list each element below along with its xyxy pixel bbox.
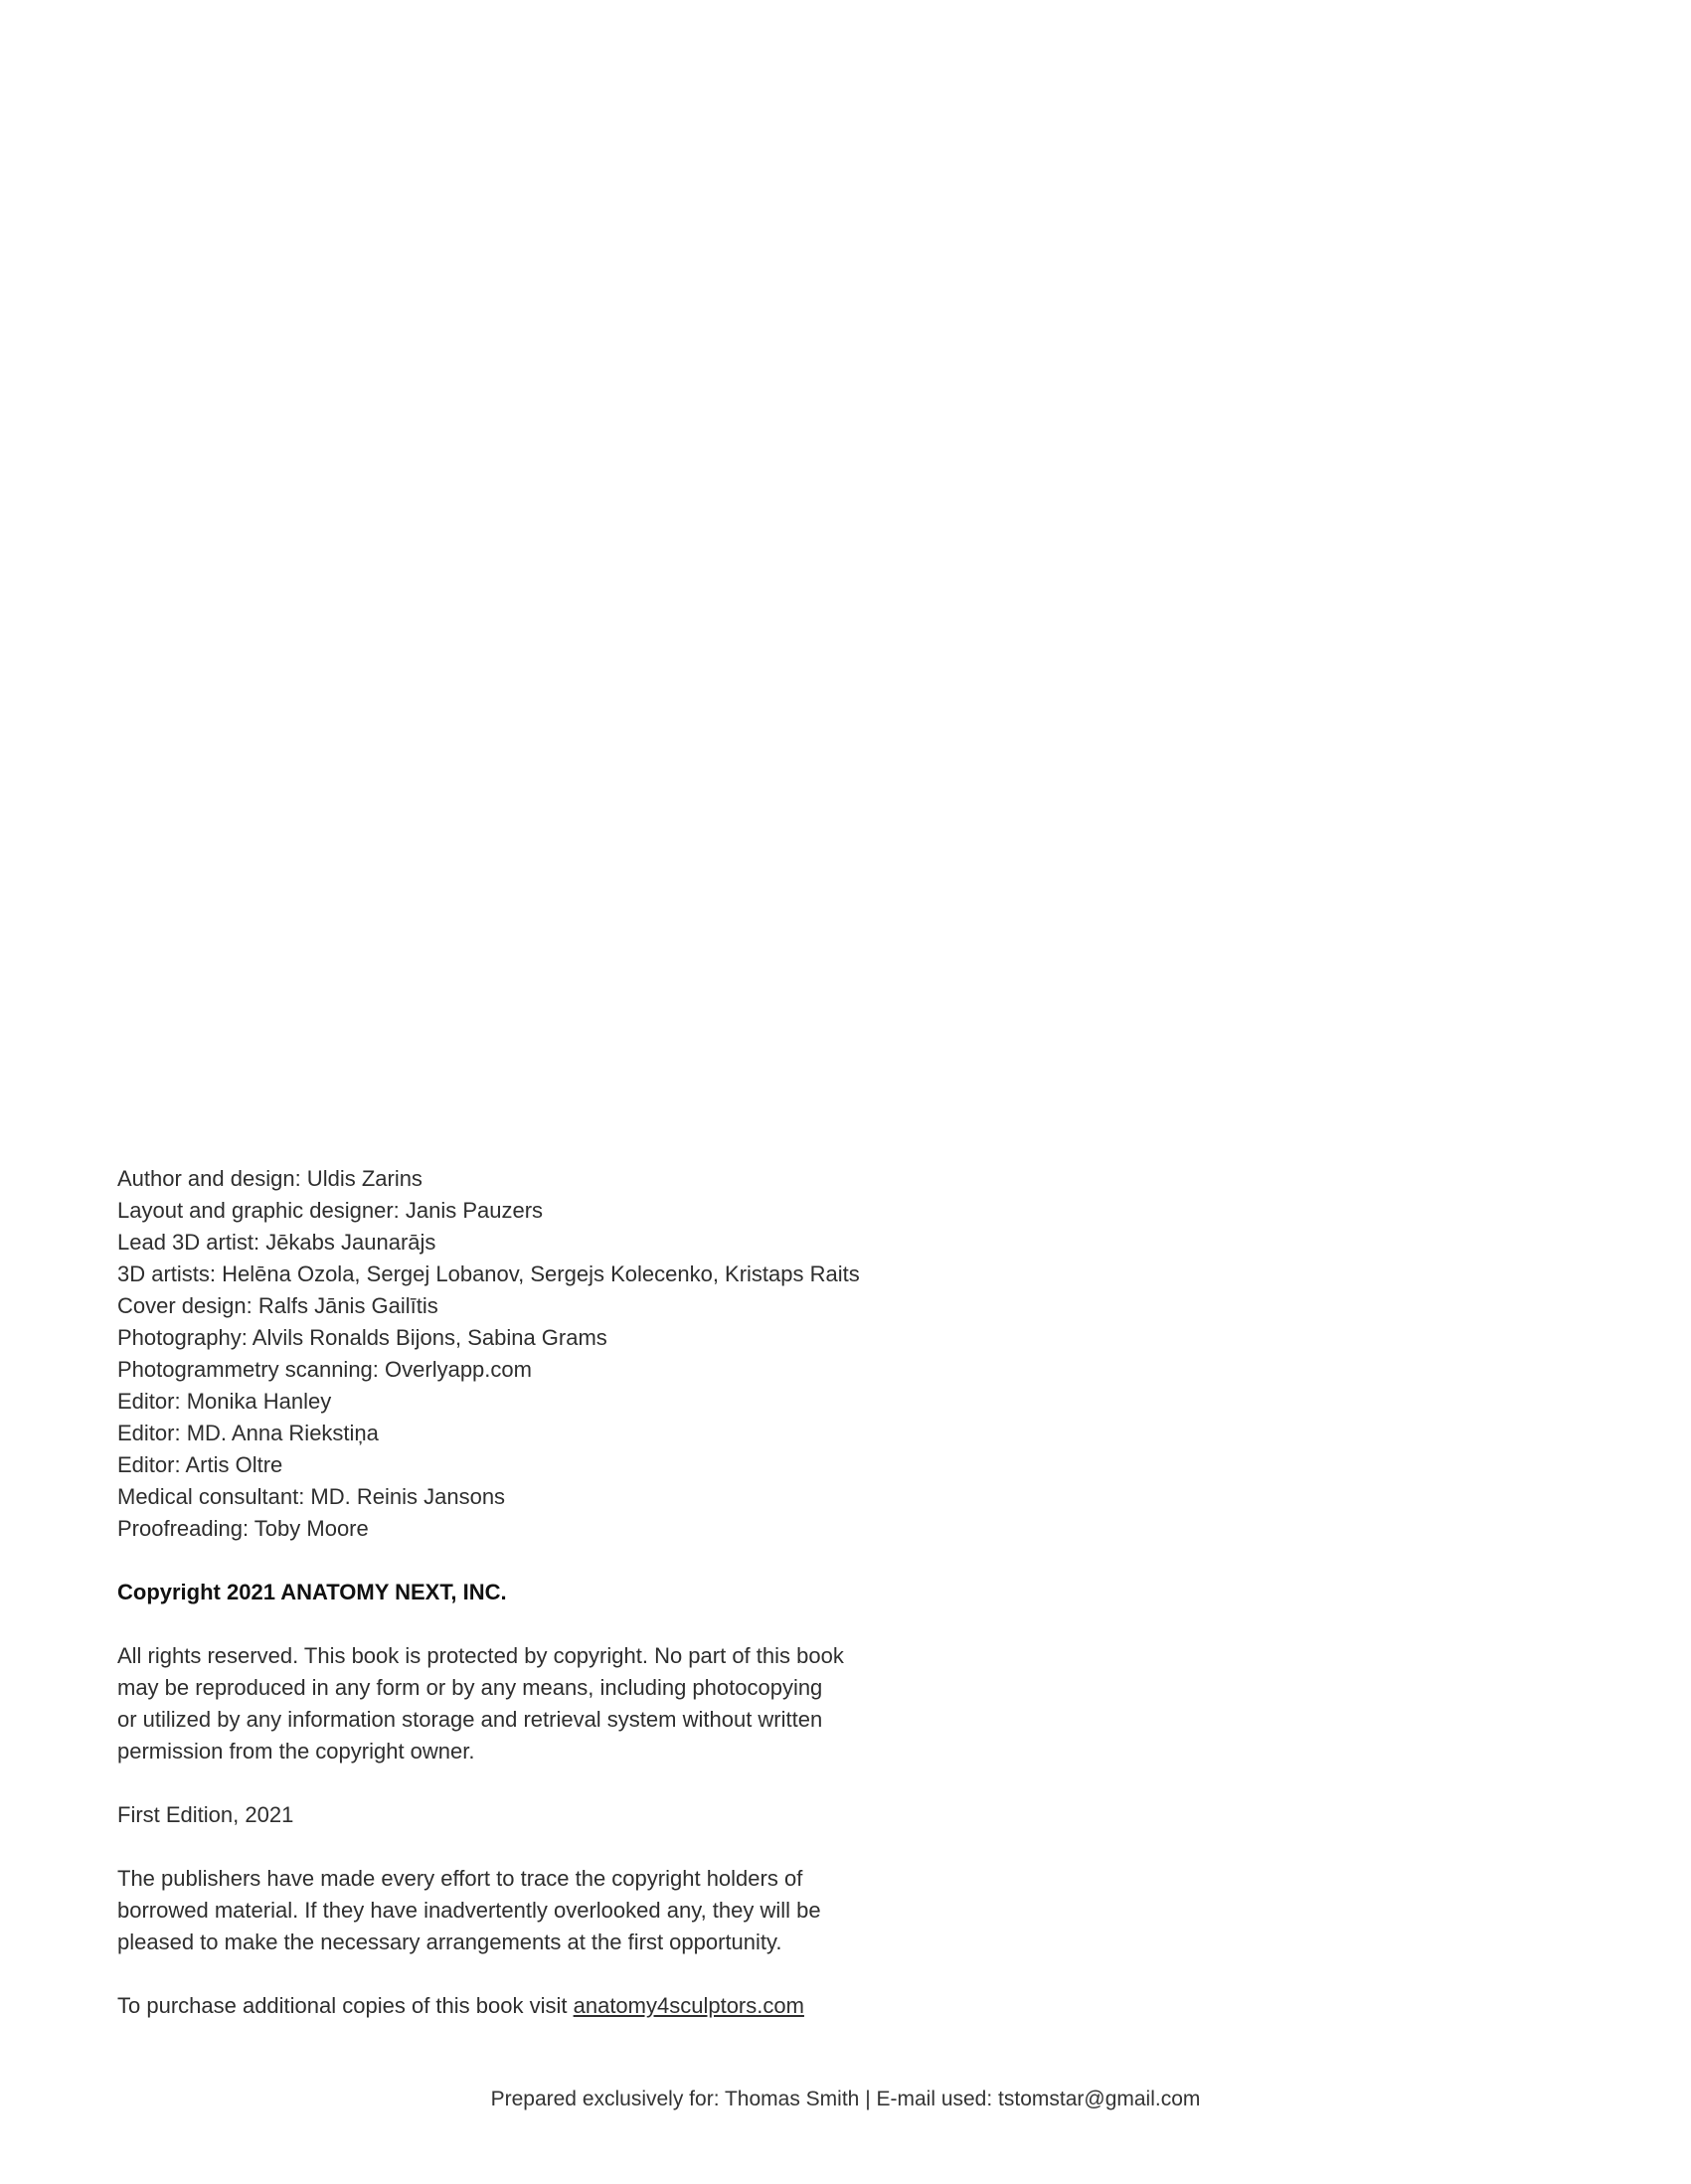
credit-layout: Layout and graphic designer: Janis Pauzers xyxy=(117,1198,544,1223)
rights-line: All rights reserved. This book is protected by copyright. No part of this book xyxy=(117,1643,844,1668)
credits-list xyxy=(117,1163,873,1545)
rights-line: permission from the copyright owner. xyxy=(117,1739,475,1764)
rights-line: may be reproduced in any form or by any means, including photocopying xyxy=(117,1675,823,1700)
purchase-text: To purchase additional copies of this book visit xyxy=(117,1993,574,2018)
publisher-note xyxy=(117,1863,873,1958)
credit-editor-1: Editor: Monika Hanley xyxy=(117,1389,332,1414)
footer-watermark: Prepared exclusively for: Thomas Smith | E-mail used: tstomstar@gmail.com xyxy=(490,2088,1201,2110)
publisher-note-line: pleased to make the necessary arrangements at the first opportunity. xyxy=(117,1930,782,1954)
edition: First Edition, 2021 xyxy=(117,1802,294,1827)
credit-medical: Medical consultant: MD. Reinis Jansons xyxy=(117,1484,506,1509)
purchase-link[interactable]: anatomy4sculptors.com xyxy=(573,1993,804,2018)
colophon xyxy=(117,1163,873,2022)
publisher-note-line: borrowed material. If they have inadvertently overlooked any, they will be xyxy=(117,1898,821,1923)
purchase-line xyxy=(117,1990,873,2022)
credit-photogrammetry: Photogrammetry scanning: Overlyapp.com xyxy=(117,1357,532,1382)
credit-proofreading: Proofreading: Toby Moore xyxy=(117,1516,369,1541)
rights-line: or utilized by any information storage and retrieval system without written xyxy=(117,1707,823,1732)
credit-3d-artists: 3D artists: Helēna Ozola, Sergej Lobanov, Sergejs Kolecenko, Kristaps Raits xyxy=(117,1261,860,1286)
copyright-heading: Copyright 2021 ANATOMY NEXT, INC. xyxy=(117,1580,507,1604)
credit-cover: Cover design: Ralfs Jānis Gailītis xyxy=(117,1293,438,1318)
rights-paragraph xyxy=(117,1640,873,1767)
credit-lead-3d: Lead 3D artist: Jēkabs Jaunarājs xyxy=(117,1230,436,1255)
credit-editor-3: Editor: Artis Oltre xyxy=(117,1452,283,1477)
publisher-note-line: The publishers have made every effort to trace the copyright holders of xyxy=(117,1866,803,1891)
credit-editor-2: Editor: MD. Anna Riekstiņa xyxy=(117,1421,379,1445)
credit-photography: Photography: Alvils Ronalds Bijons, Sabina Grams xyxy=(117,1325,607,1350)
credit-author: Author and design: Uldis Zarins xyxy=(117,1166,423,1191)
